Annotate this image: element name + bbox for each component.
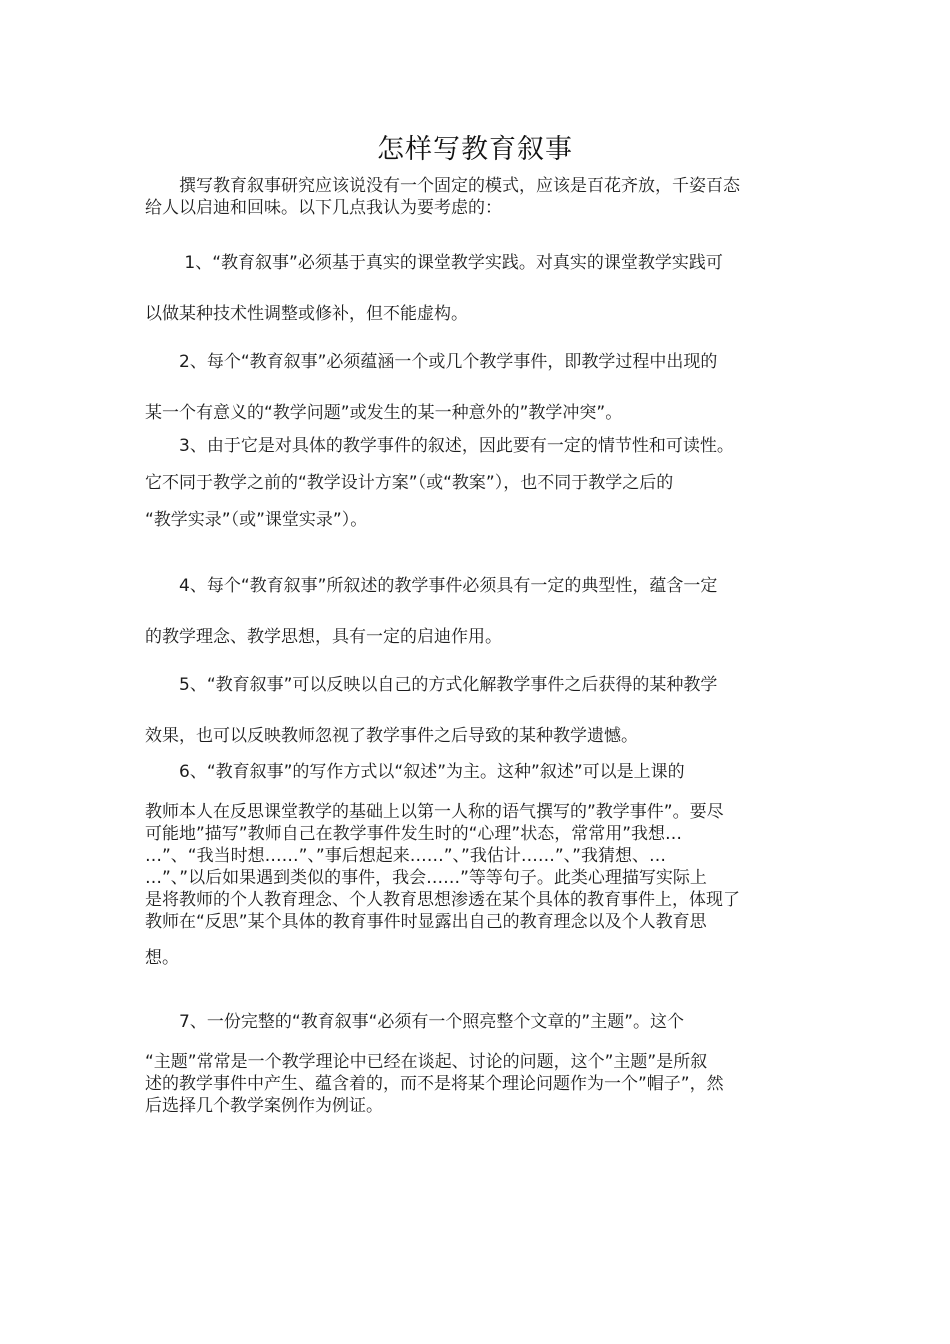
- text-line: 教师本人在反思课堂教学的基础上以第一人称的语气撰写的”教学事件”。要尽: [145, 802, 724, 822]
- text-line: 可能地”描写”教师自己在教学事件发生时的“心理”状态，常常用”我想…: [145, 824, 683, 844]
- intro-paragraph: [145, 175, 810, 219]
- document-title: 怎样写教育叙事: [377, 134, 573, 165]
- text-line: 7、一份完整的“教育叙事“必须有一个照亮整个文章的”主题”。这个: [145, 1012, 685, 1032]
- paragraph-6: [145, 761, 810, 969]
- paragraph-2: [145, 337, 810, 439]
- text-line: 给人以启迪和回味。以下几点我认为要考虑的：: [145, 198, 502, 218]
- text-line: 3、由于它是对具体的教学事件的叙述，因此要有一定的情节性和可读性。: [145, 436, 734, 456]
- text-line: 它不同于教学之前的“教学设计方案”（或“教案”），也不同于教学之后的: [145, 473, 674, 493]
- text-line: …”、“我当时想……”、”事后想起来……”、”我估计……”、”我猜想、…: [145, 846, 666, 866]
- text-line: 后选择几个教学案例作为例证。: [145, 1096, 383, 1116]
- paragraph-7: [145, 1011, 810, 1117]
- text-line: “主题”常常是一个教学理论中已经在谈起、讨论的问题，这个”主题”是所叙: [145, 1052, 708, 1072]
- text-line: 2、每个“教育叙事”必须蕴涵一个或几个教学事件，即教学过程中出现的: [145, 352, 718, 372]
- paragraph-5: [145, 660, 810, 762]
- paragraph-4: [145, 561, 810, 663]
- text-line: 以做某种技术性调整或修补，但不能虚构。: [145, 304, 468, 324]
- text-line: 效果，也可以反映教师忽视了教学事件之后导致的某种教学遗憾。: [145, 726, 638, 746]
- text-line: 想。: [145, 948, 179, 968]
- paragraph-3: [145, 435, 810, 531]
- text-line: 是将教师的个人教育理念、个人教育思想渗透在某个具体的教育事件上，体现了: [145, 890, 740, 910]
- text-line: 某一个有意义的“教学问题”或发生的某一种意外的”教学冲突”。: [145, 403, 623, 423]
- text-line: 的教学理念、教学思想，具有一定的启迪作用。: [145, 627, 502, 647]
- text-line: 撰写教育叙事研究应该说没有一个固定的模式，应该是百花齐放，千姿百态: [145, 176, 740, 196]
- text-line: …”、”以后如果遇到类似的事件，我会……”等等句子。此类心理描写实际上: [145, 868, 707, 888]
- text-line: 5、“教育叙事”可以反映以自己的方式化解教学事件之后获得的某种教学: [145, 675, 718, 695]
- text-line: 1、“教育叙事”必须基于真实的课堂教学实践。对真实的课堂教学实践可: [145, 253, 723, 273]
- text-line: “教学实录”（或”课堂实录”）。: [145, 510, 368, 530]
- text-line: 教师在“反思”某个具体的教育事件时显露出自己的教育理念以及个人教育思: [145, 912, 707, 932]
- text-line: 述的教学事件中产生、蕴含着的，而不是将某个理论问题作为一个”帽子”，然: [145, 1074, 724, 1094]
- text-line: 6、“教育叙事”的写作方式以“叙述”为主。这种”叙述”可以是上课的: [145, 762, 685, 782]
- text-line: 4、每个“教育叙事”所叙述的教学事件必须具有一定的典型性，蕴含一定: [145, 576, 718, 596]
- paragraph-1: [145, 238, 810, 340]
